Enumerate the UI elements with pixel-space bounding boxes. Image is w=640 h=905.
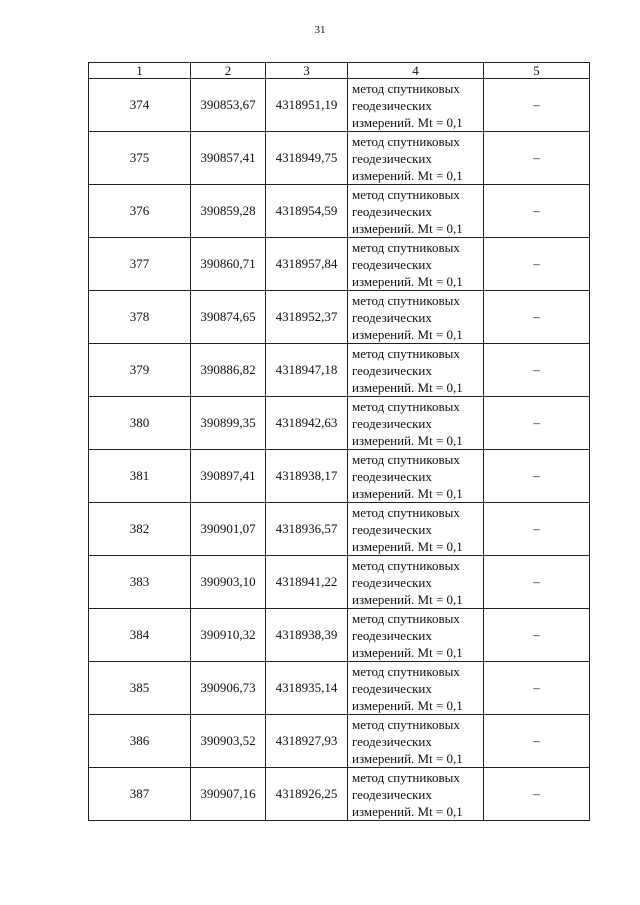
x-coordinate-cell: 390860,71 — [191, 238, 266, 291]
table-row — [89, 609, 590, 662]
method-cell: метод спутниковых геодезических измерений. Mt = 0,1 — [348, 79, 484, 132]
point-number-cell: 387 — [89, 768, 191, 821]
table-row — [89, 344, 590, 397]
method-cell: метод спутниковых геодезических измерений. Mt = 0,1 — [348, 450, 484, 503]
table-row — [89, 556, 590, 609]
y-coordinate-cell: 4318947,18 — [266, 344, 348, 397]
x-coordinate-cell: 390886,82 — [191, 344, 266, 397]
x-coordinate-cell: 390903,52 — [191, 715, 266, 768]
table-body — [89, 79, 590, 821]
table-row — [89, 291, 590, 344]
y-coordinate-cell: 4318938,17 — [266, 450, 348, 503]
method-cell: метод спутниковых геодезических измерений. Mt = 0,1 — [348, 768, 484, 821]
y-coordinate-cell: 4318935,14 — [266, 662, 348, 715]
note-cell: – — [484, 291, 590, 344]
table-row — [89, 503, 590, 556]
x-coordinate-cell: 390859,28 — [191, 185, 266, 238]
note-cell: – — [484, 662, 590, 715]
header-col-3: 3 — [266, 63, 348, 79]
y-coordinate-cell: 4318952,37 — [266, 291, 348, 344]
table-row — [89, 768, 590, 821]
point-number-cell: 378 — [89, 291, 191, 344]
x-coordinate-cell: 390903,10 — [191, 556, 266, 609]
point-number-cell: 379 — [89, 344, 191, 397]
header-col-5: 5 — [484, 63, 590, 79]
y-coordinate-cell: 4318938,39 — [266, 609, 348, 662]
note-cell: – — [484, 344, 590, 397]
point-number-cell: 376 — [89, 185, 191, 238]
note-cell: – — [484, 715, 590, 768]
x-coordinate-cell: 390874,65 — [191, 291, 266, 344]
table-row — [89, 79, 590, 132]
method-cell: метод спутниковых геодезических измерений. Mt = 0,1 — [348, 132, 484, 185]
y-coordinate-cell: 4318936,57 — [266, 503, 348, 556]
x-coordinate-cell: 390907,16 — [191, 768, 266, 821]
point-number-cell: 380 — [89, 397, 191, 450]
x-coordinate-cell: 390906,73 — [191, 662, 266, 715]
coordinates-table — [88, 62, 590, 821]
x-coordinate-cell: 390901,07 — [191, 503, 266, 556]
method-cell: метод спутниковых геодезических измерений. Mt = 0,1 — [348, 344, 484, 397]
y-coordinate-cell: 4318941,22 — [266, 556, 348, 609]
y-coordinate-cell: 4318949,75 — [266, 132, 348, 185]
method-cell: метод спутниковых геодезических измерений. Mt = 0,1 — [348, 291, 484, 344]
table-row — [89, 662, 590, 715]
header-col-2: 2 — [191, 63, 266, 79]
y-coordinate-cell: 4318957,84 — [266, 238, 348, 291]
method-cell: метод спутниковых геодезических измерений. Mt = 0,1 — [348, 185, 484, 238]
y-coordinate-cell: 4318942,63 — [266, 397, 348, 450]
note-cell: – — [484, 132, 590, 185]
note-cell: – — [484, 503, 590, 556]
y-coordinate-cell: 4318927,93 — [266, 715, 348, 768]
x-coordinate-cell: 390910,32 — [191, 609, 266, 662]
note-cell: – — [484, 185, 590, 238]
x-coordinate-cell: 390899,35 — [191, 397, 266, 450]
point-number-cell: 385 — [89, 662, 191, 715]
x-coordinate-cell: 390897,41 — [191, 450, 266, 503]
page-number: 31 — [314, 24, 326, 36]
method-cell: метод спутниковых геодезических измерений. Mt = 0,1 — [348, 397, 484, 450]
point-number-cell: 381 — [89, 450, 191, 503]
point-number-cell: 383 — [89, 556, 191, 609]
point-number-cell: 386 — [89, 715, 191, 768]
y-coordinate-cell: 4318951,19 — [266, 79, 348, 132]
method-cell: метод спутниковых геодезических измерений. Mt = 0,1 — [348, 715, 484, 768]
table-row — [89, 397, 590, 450]
point-number-cell: 377 — [89, 238, 191, 291]
note-cell: – — [484, 79, 590, 132]
point-number-cell: 382 — [89, 503, 191, 556]
method-cell: метод спутниковых геодезических измерений. Mt = 0,1 — [348, 556, 484, 609]
header-row — [89, 63, 590, 79]
x-coordinate-cell: 390853,67 — [191, 79, 266, 132]
header-col-4: 4 — [348, 63, 484, 79]
point-number-cell: 374 — [89, 79, 191, 132]
header-col-1: 1 — [89, 63, 191, 79]
table-row — [89, 185, 590, 238]
method-cell: метод спутниковых геодезических измерений. Mt = 0,1 — [348, 609, 484, 662]
method-cell: метод спутниковых геодезических измерений. Mt = 0,1 — [348, 238, 484, 291]
table-row — [89, 238, 590, 291]
note-cell: – — [484, 609, 590, 662]
note-cell: – — [484, 397, 590, 450]
y-coordinate-cell: 4318954,59 — [266, 185, 348, 238]
y-coordinate-cell: 4318926,25 — [266, 768, 348, 821]
method-cell: метод спутниковых геодезических измерений. Mt = 0,1 — [348, 503, 484, 556]
note-cell: – — [484, 238, 590, 291]
point-number-cell: 375 — [89, 132, 191, 185]
method-cell: метод спутниковых геодезических измерений. Mt = 0,1 — [348, 662, 484, 715]
x-coordinate-cell: 390857,41 — [191, 132, 266, 185]
note-cell: – — [484, 556, 590, 609]
table-row — [89, 450, 590, 503]
note-cell: – — [484, 450, 590, 503]
note-cell: – — [484, 768, 590, 821]
point-number-cell: 384 — [89, 609, 191, 662]
table-row — [89, 132, 590, 185]
table-row — [89, 715, 590, 768]
